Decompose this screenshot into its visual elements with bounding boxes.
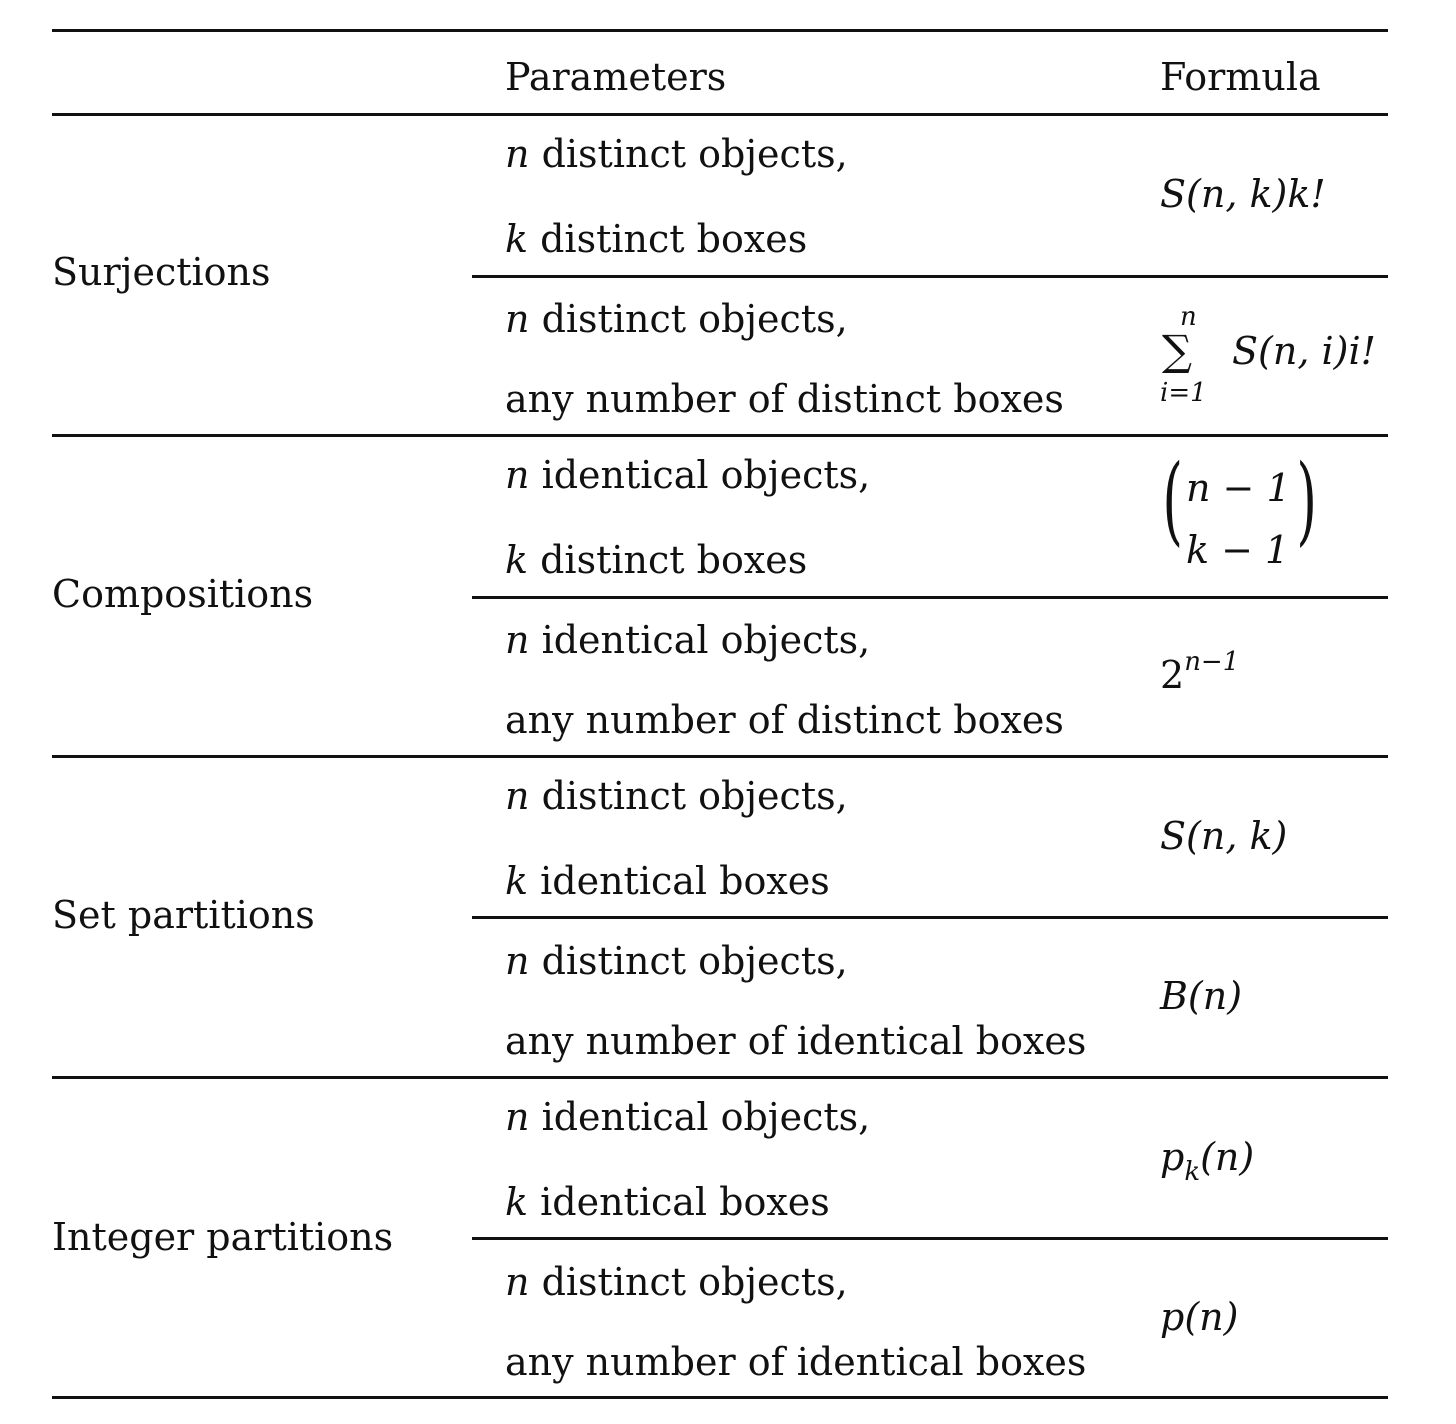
category-surjections: Surjections — [52, 250, 271, 294]
binom-left-paren: ( — [1162, 444, 1184, 556]
param-line: any number of distinct boxes — [505, 698, 1064, 742]
formula: B(n) — [1160, 974, 1243, 1018]
param-line: k distinct boxes — [505, 538, 808, 582]
param-line: k identical boxes — [505, 859, 830, 903]
formula: $p_k(n)$ — [1160, 1135, 1255, 1187]
category-compositions: Compositions — [52, 572, 314, 616]
group-rule — [52, 755, 1388, 758]
group-rule — [52, 434, 1388, 437]
binomial-formula — [1160, 444, 1320, 572]
header-parameters: Parameters — [505, 55, 727, 99]
row-divider — [472, 275, 1388, 278]
param-line: k identical boxes — [505, 1180, 830, 1224]
sum-lower-limit: i=1 — [1160, 378, 1207, 408]
binom-top: n − 1 — [1186, 466, 1291, 510]
param-line: any number of identical boxes — [505, 1340, 1087, 1384]
header-formula: Formula — [1160, 55, 1321, 99]
formula: p(n) — [1160, 1295, 1239, 1339]
param-line: any number of distinct boxes — [505, 377, 1064, 421]
param-line: n distinct objects, — [505, 297, 848, 341]
param-line: n identical objects, — [505, 618, 871, 662]
top-rule — [52, 29, 1388, 32]
param-line: n distinct objects, — [505, 939, 848, 983]
param-line: k distinct boxes — [505, 217, 808, 261]
param-line: n distinct objects, — [505, 132, 848, 176]
param-line: n identical objects, — [505, 453, 871, 497]
binom-bottom: k − 1 — [1186, 528, 1290, 572]
bottom-rule — [52, 1396, 1388, 1399]
sum-upper-limit: n — [1180, 302, 1197, 332]
row-divider — [472, 916, 1388, 919]
formula: S(n, k) — [1160, 814, 1288, 858]
summation-formula — [1160, 300, 1390, 410]
binom-right-paren: ) — [1296, 444, 1318, 556]
row-divider — [472, 596, 1388, 599]
category-set-partitions: Set partitions — [52, 893, 315, 937]
formula: $2^{n-1}$ — [1160, 647, 1240, 697]
param-line: n distinct objects, — [505, 774, 848, 818]
row-divider — [472, 1237, 1388, 1240]
formula: S(n, i)i! — [1232, 329, 1376, 373]
param-line: any number of identical boxes — [505, 1019, 1087, 1063]
param-line: n identical objects, — [505, 1095, 871, 1139]
header-rule — [52, 113, 1388, 116]
param-line: n distinct objects, — [505, 1260, 848, 1304]
group-rule — [52, 1076, 1388, 1079]
category-integer-partitions: Integer partitions — [52, 1215, 394, 1259]
formula: S(n, k)k! — [1160, 172, 1326, 216]
sum-symbol: ∑ — [1162, 326, 1192, 375]
